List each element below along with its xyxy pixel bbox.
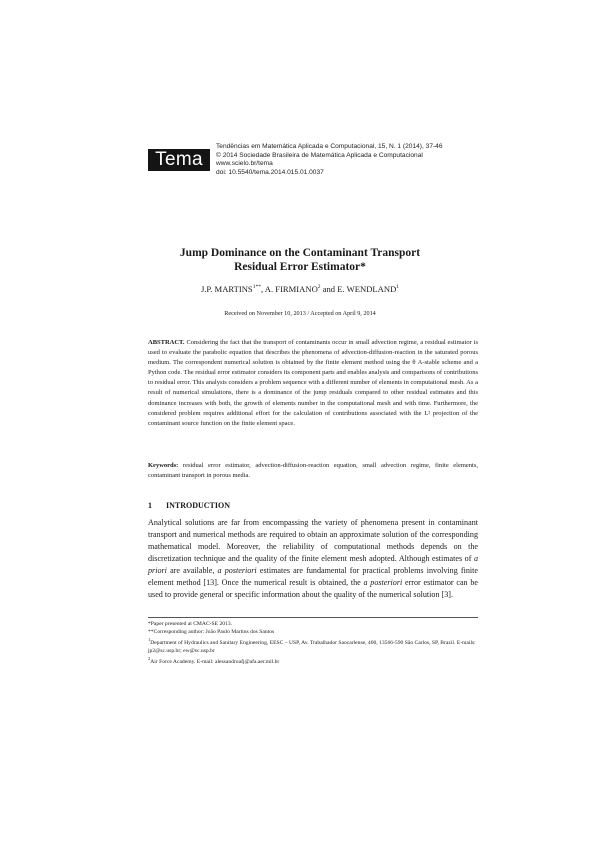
footnote-corresponding: **Corresponding author: João Paulo Martins dos Santos bbox=[148, 628, 275, 635]
abstract bbox=[148, 338, 478, 429]
footnote-affiliation-2-text: Air Force Academy. E-mail: alessandroafj@afa.aer.mil.br bbox=[150, 659, 280, 666]
intro-emphasis-3: a posteriori bbox=[363, 578, 403, 587]
journal-citation: Tendências em Matemática Aplicada e Computacional, 15, N. 1 (2014), 37-46 bbox=[216, 143, 443, 150]
title-line-2: Residual Error Estimator* bbox=[234, 261, 366, 273]
journal-header bbox=[148, 143, 478, 183]
footnote-2-mark: 2 bbox=[148, 656, 151, 662]
keywords-label: Keywords: bbox=[148, 462, 179, 469]
intro-text-4: error estimator can be used to provide general or specific information about the quality of the numerical solution [3]. bbox=[148, 578, 479, 599]
intro-text-2: are available, bbox=[166, 566, 218, 575]
author-1: J.P. MARTINS bbox=[200, 284, 253, 294]
author-1-mark: 1** bbox=[252, 284, 261, 291]
journal-info bbox=[216, 143, 486, 177]
keywords bbox=[148, 461, 478, 481]
intro-text-1: Analytical solutions are far from encompassing the variety of phenomena present in contaminant transport and numerical methods are required to obtain an approximate solution of the corresponding mathematical model. Moreover, the reliability of computational methods depends on the discretization technique and the quality of the finite element mesh adopted. Although estimates of bbox=[148, 518, 478, 563]
author-2: , A. FIRMIANO bbox=[260, 284, 318, 294]
section-number: 1 bbox=[148, 501, 152, 510]
intro-emphasis-2: a posteriori bbox=[217, 566, 257, 575]
author-list bbox=[120, 284, 480, 294]
received-dates: Received on November 10, 2013 / Accepted on April 9, 2014 bbox=[224, 310, 376, 317]
abstract-label: ABSTRACT. bbox=[148, 339, 185, 346]
journal-copyright: © 2014 Sociedade Brasileira de Matemática Aplicada e Computacional bbox=[216, 151, 423, 159]
journal-doi[interactable]: doi: 10.5540/tema.2014.015.01.0037 bbox=[216, 168, 324, 176]
intro-emphasis-1: a priori bbox=[148, 554, 478, 575]
footnote-affiliation-2 bbox=[148, 655, 478, 666]
author-2-mark: 2 bbox=[317, 284, 321, 291]
author-3: and E. WENDLAND bbox=[320, 284, 397, 294]
intro-text-3: estimates are fundamental for practical problems involving finite element method [13]. Once the numerical result is obtained, the bbox=[148, 566, 479, 587]
section-title: INTRODUCTION bbox=[166, 501, 231, 510]
paper-title bbox=[120, 246, 480, 274]
footnote-paper: *Paper presented at CMAC-SE 2013. bbox=[148, 621, 233, 627]
section-heading bbox=[148, 501, 230, 510]
author-3-mark: 1 bbox=[396, 284, 400, 291]
footnote-1-mark: 1 bbox=[148, 637, 151, 643]
footnotes bbox=[148, 617, 478, 667]
title-line-1: Jump Dominance on the Contaminant Transport bbox=[179, 247, 421, 259]
keywords-text: residual error estimator, advection-diffusion-reaction equation, small advection regime, finite elements, contaminant transport in porous media. bbox=[148, 462, 479, 480]
footnote-affiliation-1-text: Department of Hydraulics and Sanitary Engineering, EESC – USP, Av. Trabalhador Saocarlense, 400, 13566-590 São Carlos, SP, Brazil. E-mails: jp2@sc.usp.br; ew@sc.usp.br bbox=[148, 640, 476, 654]
abstract-text: Considering the fact that the transport of contaminants occur in small advection regime, a residual estimator is used to evaluate the parabolic equation that describes the phenomena of advection-diffusion-reaction in the saturated porous medium. The correspondent numerical solution is obtained by the finite element method using the θ A-stable scheme and a Python code. The residual error estimator considers its component parts and enables analysis and comparisons of contributions to residual error. This analysis considers a problem sequence with a different number of elements in computational mesh. As a result of numerical simulations, there is a dominance of the jump residuals compared to other residual estimates and this dominance increases with both, the growth of elements number in the computational mesh and with time. Furthermore, the considered problem requires additional effort for the calculation of contributions associated with the L² projection of the contaminant source function on the finite element space. bbox=[148, 339, 478, 427]
intro-paragraph bbox=[148, 517, 478, 601]
journal-website[interactable]: www.scielo.br/tema bbox=[216, 160, 273, 168]
journal-logo: Tema bbox=[148, 149, 210, 171]
footnote-affiliation-1 bbox=[148, 636, 478, 655]
